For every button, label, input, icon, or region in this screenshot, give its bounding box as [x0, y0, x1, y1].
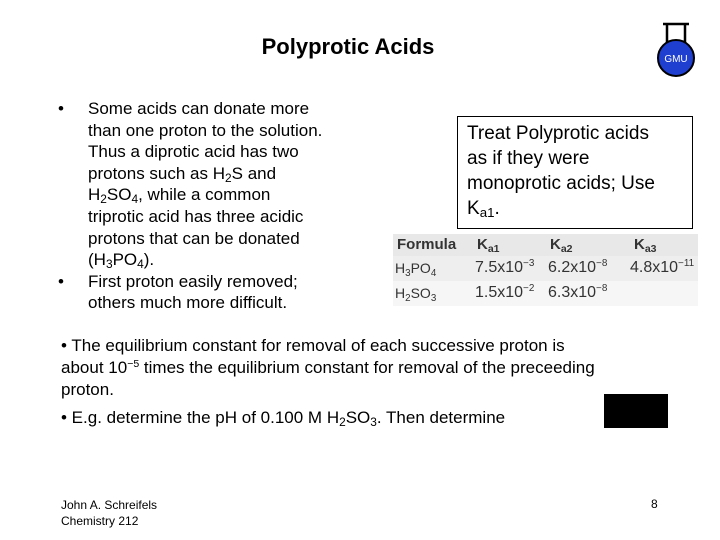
bullet-line: protons that can be donated — [88, 228, 300, 248]
ka2-cell: $6.3x10^{-8}$ — [548, 283, 608, 301]
bullet-list — [54, 98, 384, 314]
callout-line: monoprotic acids; Use — [467, 173, 655, 194]
table-row — [393, 256, 698, 281]
bullet-dot: • — [58, 271, 64, 291]
callout-line: as if they were — [467, 148, 590, 169]
logo-text: GMU — [664, 54, 688, 65]
footer-credits — [61, 497, 157, 529]
header-ka3: $K_{a3}$ — [634, 236, 657, 255]
footer-course: Chemistry 212 — [61, 514, 139, 528]
paragraph-line: • E.g. determine the pH of 0.100 M $H_2SO_3$. Then determine — [61, 408, 506, 429]
table-header-row — [393, 234, 698, 256]
header-ka2: $K_{a2}$ — [550, 236, 573, 255]
bullet-line: First proton easily removed; — [88, 271, 298, 291]
paragraph-line: proton. — [61, 380, 114, 399]
black-box — [604, 394, 668, 428]
callout-line: Treat Polyprotic acids — [467, 123, 649, 144]
table-row — [393, 281, 698, 306]
formula-cell: $H_3PO_4$ — [395, 260, 437, 279]
ka1-cell: $1.5x10^{-2}$ — [475, 283, 535, 301]
header-formula: Formula — [397, 236, 457, 253]
bullet-line: Thus a diprotic acid has two — [88, 142, 299, 162]
paragraph-line: • The equilibrium constant for removal of each successive proton is — [61, 336, 565, 355]
bullet-line: $(H_3PO_4)$. — [88, 250, 155, 272]
callout-line: $K_{a1}$. — [467, 198, 500, 220]
bullet-line: than one proton to the solution. — [88, 120, 323, 140]
page-number: 8 — [651, 497, 658, 511]
paragraph-line: about $10^{-5}$ times the equilibrium constant for removal of the preceeding — [61, 358, 595, 377]
footer-author: John A. Schreifels — [61, 498, 158, 512]
header-ka1: $K_{a1}$ — [477, 236, 500, 255]
slide-title: Polyprotic Acids — [261, 34, 435, 59]
bullet-line: triprotic acid has three acidic — [88, 206, 304, 226]
bullet-line: Some acids can donate more — [88, 99, 310, 118]
bullet-line: others much more difficult. — [88, 293, 288, 313]
gmu-flask-logo — [652, 20, 700, 78]
bullet-line: $H_2SO_4$, while a common — [88, 185, 271, 207]
ka2-cell: $6.2x10^{-8}$ — [548, 258, 608, 276]
formula-cell: $H_2SO_3$ — [395, 285, 437, 304]
ka3-cell: $4.8x10^{-11}$ — [630, 258, 695, 276]
callout-box — [457, 116, 693, 229]
ka-table — [393, 234, 698, 308]
bullet-item — [54, 271, 384, 314]
ka1-cell: $7.5x10^{-3}$ — [475, 258, 535, 276]
bullet-dot: • — [58, 99, 64, 118]
bullet-item — [54, 98, 384, 271]
bullet-line: protons such as $H_2S$ and — [88, 163, 277, 185]
